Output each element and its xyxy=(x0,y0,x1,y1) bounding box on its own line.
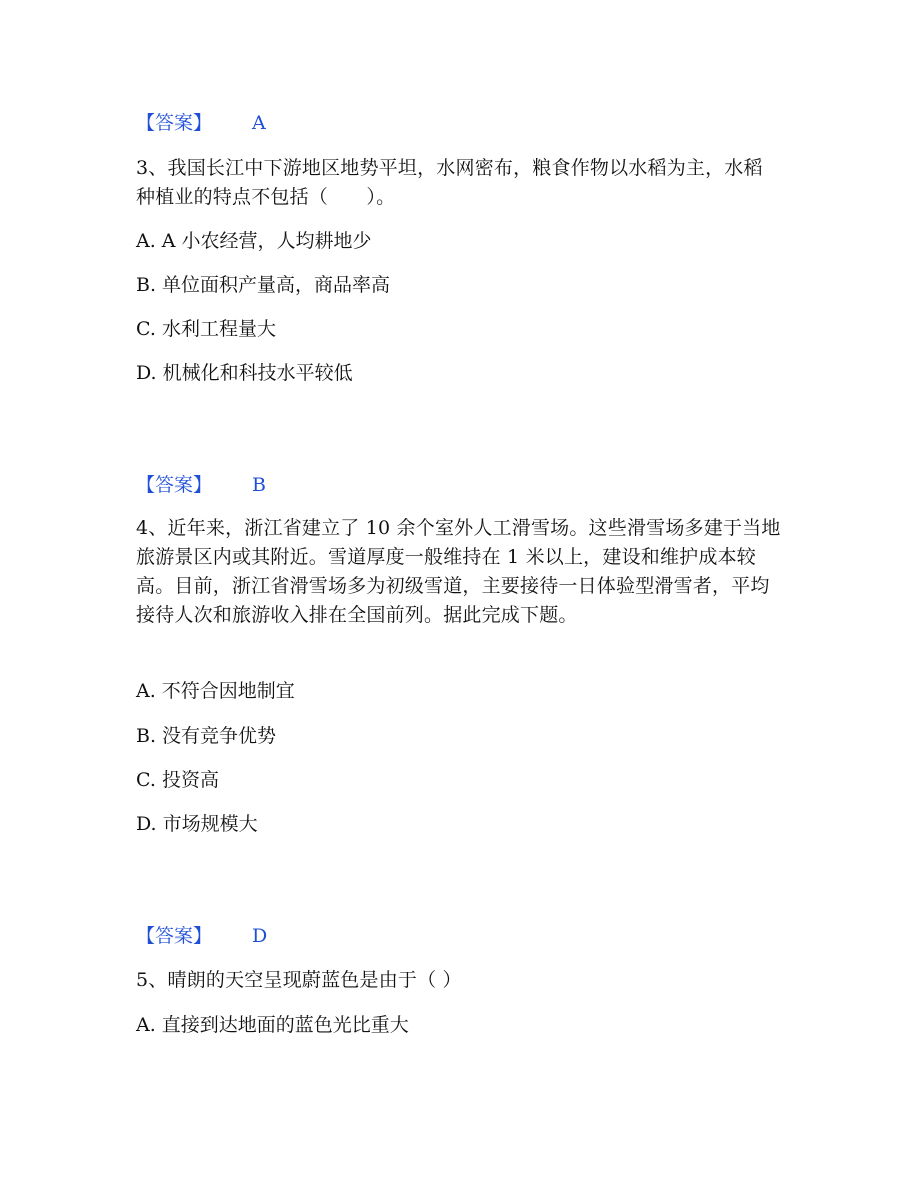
answer-value: D xyxy=(252,925,268,947)
option-c: C. 投资高 xyxy=(136,769,219,791)
option-a: A. A 小农经营，人均耕地少 xyxy=(136,230,372,252)
answer-value: B xyxy=(252,474,266,496)
answer-tag: 【答案】 xyxy=(136,474,213,496)
answer-value: A xyxy=(252,112,266,134)
option-d: D. 市场规模大 xyxy=(136,813,258,835)
option-d: D. 机械化和科技水平较低 xyxy=(136,362,353,384)
option-a: A. 直接到达地面的蓝色光比重大 xyxy=(136,1014,409,1036)
option-a: A. 不符合因地制宜 xyxy=(136,680,295,702)
answer-tag: 【答案】 xyxy=(136,112,213,134)
option-b: B. 单位面积产量高，商品率高 xyxy=(136,274,391,296)
question-text: 4、近年来，浙江省建立了 10 余个室外人工滑雪场。这些滑雪场多建于当地旅游景区内或其附近。雪道厚度一般维持在 1 米以上，建设和维护成本较高。目前，浙江省滑雪场多为初级雪道，主要接待一日体验型滑雪者，平均接待人次和旅游收入排在全国前列。据此完成下题。 xyxy=(136,517,781,626)
answer-line xyxy=(136,110,266,136)
question-text: 3、我国长江中下游地区地势平坦，水网密布，粮食作物以水稻为主，水稻种植业的特点不包括（ ）。 xyxy=(136,157,763,208)
option-b: B. 没有竞争优势 xyxy=(136,725,277,747)
question-text: 5、晴朗的天空呈现蔚蓝色是由于（ ） xyxy=(136,969,462,991)
answer-tag: 【答案】 xyxy=(136,925,213,947)
answer-line xyxy=(136,472,266,498)
answer-line xyxy=(136,923,268,949)
option-c: C. 水利工程量大 xyxy=(136,318,276,340)
